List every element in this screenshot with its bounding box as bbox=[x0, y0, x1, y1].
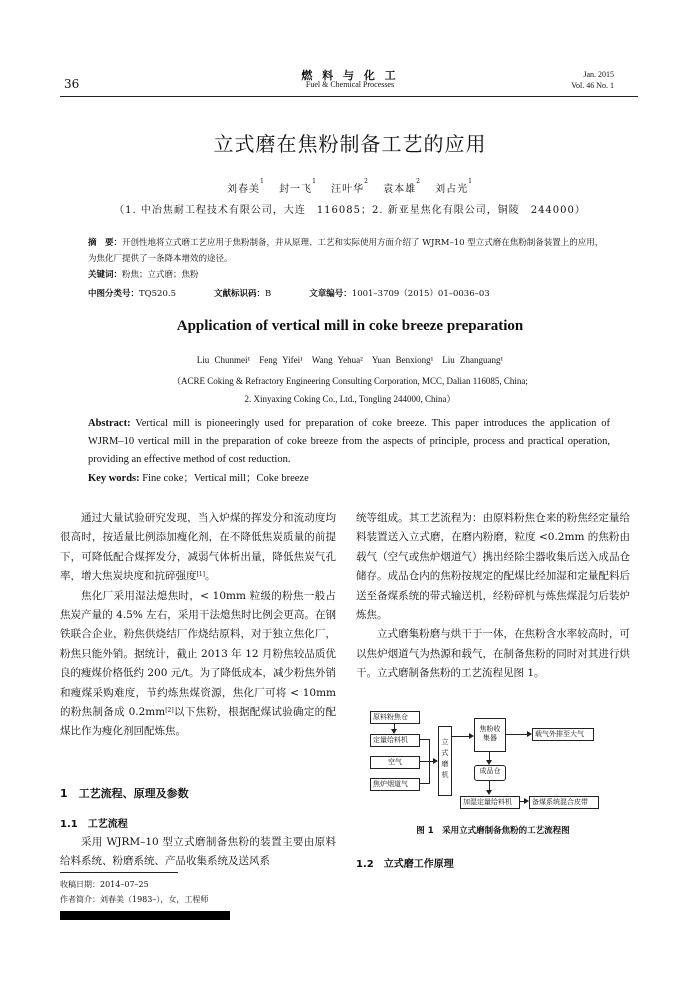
air-box: 空气 bbox=[370, 756, 420, 769]
footnote-received: 收稿日期：2014–07–25 bbox=[60, 880, 149, 889]
doc-code-value: B bbox=[265, 289, 272, 299]
flow-line bbox=[420, 761, 429, 762]
keywords-cn bbox=[88, 267, 608, 283]
clc-label: 中图分类号： bbox=[88, 289, 140, 299]
citation: [2] bbox=[165, 707, 174, 715]
black-bar bbox=[60, 911, 230, 920]
header-rule bbox=[60, 96, 638, 97]
author-name: 袁本雄 bbox=[383, 184, 417, 195]
flow-line bbox=[420, 783, 429, 784]
body-right-column bbox=[356, 509, 630, 684]
paragraph-text: 焦化厂采用湿法熄焦时，< 10mm 粒级的粉焦一般占焦炭产量的 4.5% 左右，采用干法熄焦时比例会更高。在钢铁联合企业，粉焦供烧结厂作烧结原料，对于独立焦化厂，粉焦只能外销。据统计，截止 2013 年 12 月粉焦较品质优良的瘦煤价格低约 200 元/t。为了降低成本，减少粉焦外销和瘦煤采购难度，节约炼焦煤资源，焦化厂可将 < 10mm 的粉焦制备成 0.2mm bbox=[60, 589, 336, 719]
raw-bin-box: 原料粉焦仓 bbox=[370, 711, 420, 724]
keywords-en-text: Fine coke；Vertical mill；Coke breeze bbox=[139, 473, 309, 484]
conveyor-box: 备煤系统混合皮带 bbox=[529, 796, 599, 809]
authors-en: Liu Chunmei¹ Feng Yifei¹ Wang Yehua² Yuan Benxiong¹ Liu Zhanguang¹ bbox=[196, 355, 504, 365]
flow-line bbox=[420, 739, 429, 740]
figure-caption: 图 1 采用立式磨制备焦粉的工艺流程图 bbox=[416, 826, 570, 836]
clc-value: TQ520.5 bbox=[139, 289, 176, 299]
footnote-author: 作者简介：刘春美（1983–），女，工程师 bbox=[60, 895, 209, 904]
page-number: 36 bbox=[64, 77, 80, 91]
feeder-box: 定量给料机 bbox=[370, 734, 420, 747]
paragraph-text: 通过大量试验研究发现，当入炉煤的挥发分和流动度均很高时，按适量比例添加瘦化剂，在不降低焦炭质量的前提下，可降低配合煤挥发分，减弱气体析出量，降低焦炭气孔率，增大焦炭块度和抗碎强度 bbox=[60, 512, 336, 583]
section-1-1-text bbox=[60, 833, 336, 872]
exhaust-box: 载气外排至大气 bbox=[532, 728, 594, 741]
paragraph-text: 以下焦粉，根据配煤试验确定的配煤比作为瘦化剂回配炼焦。 bbox=[60, 706, 337, 738]
mill-box: 立式磨机 bbox=[438, 726, 452, 796]
paragraph: 立式磨集粉磨与烘干于一体，在焦粉含水率较高时，可以焦炉烟道气为热源和载气，在制备焦粉的同时对其进行烘干。立式磨制备焦粉的工艺流程见图 1。 bbox=[356, 628, 630, 680]
abstract-cn-label: 摘 要： bbox=[88, 238, 123, 248]
journal-title-cn: 燃 料 与 化 工 bbox=[301, 69, 399, 82]
section-heading-1-2: 1.2 立式磨工作原理 bbox=[356, 859, 454, 870]
article-no-label: 文章编号： bbox=[309, 289, 352, 299]
keywords-cn-text: 粉焦；立式磨；焦粉 bbox=[122, 270, 199, 280]
paragraph: 采用 WJRM–10 型立式磨制备焦粉的装置主要由原料给料系统、粉磨系统、产品收集系统及送风系 bbox=[60, 836, 336, 868]
author-name: 封一飞 bbox=[279, 184, 313, 195]
abstract-en-label: Abstract: bbox=[88, 418, 131, 429]
citation: [1] bbox=[196, 571, 205, 579]
journal-title-en: Fuel & Chemical Processes bbox=[305, 80, 395, 89]
abstract-cn-text: 开创性地将立式磨工艺应用于焦粉制备，并从原理、工艺和实际使用方面介绍了 WJRM–10 型立式磨在焦粉制备装置上的应用，为焦化厂提供了一条降本增效的途径。 bbox=[88, 238, 604, 264]
authors-cn bbox=[0, 180, 700, 195]
affiliation-en-line2: 2. Xinyaxing Coking Co., Ltd., Tongling 244000, China） bbox=[244, 394, 456, 404]
keywords-en-label: Key words: bbox=[88, 473, 140, 484]
product-bin-box: 成品仓 bbox=[474, 765, 506, 781]
paragraph bbox=[60, 587, 336, 742]
paragraph-text: 。 bbox=[205, 570, 216, 583]
article-no-value: 1001–3709（2015）01–0036–03 bbox=[351, 289, 490, 299]
flue-gas-box: 焦炉烟道气 bbox=[370, 778, 420, 791]
author-name: 刘占光 bbox=[435, 184, 469, 195]
affiliation-en-line1: （ACRE Coking & Refractory Engineering Consulting Corporation, MCC, Dalian 116085, China; bbox=[172, 376, 528, 386]
article-title-cn: 立式磨在焦粉制备工艺的应用 bbox=[213, 132, 487, 156]
issue-volume: Vol. 46 No. 1 bbox=[571, 81, 614, 90]
footnote-rule bbox=[60, 872, 178, 873]
author-affil-mark: 2 bbox=[416, 178, 421, 185]
humid-feeder-box: 加湿定量给料机 bbox=[460, 796, 520, 809]
affiliation-cn: （1. 中冶焦耐工程技术有限公司，大连 116085；2. 新亚星焦化有限公司，铜陵 244000） bbox=[114, 205, 586, 216]
author-affil-mark: 1 bbox=[260, 178, 265, 185]
section-heading-1-1: 1.1 工艺流程 bbox=[60, 819, 128, 830]
paragraph: 统等组成。其工艺流程为：由原料粉焦仓来的粉焦经定量给料装置送入立式磨，在磨内粉磨，粒度 <0.2mm 的焦粉由载气（空气或焦炉烟道气）携出经除尘器收集后送入成品仓储存。成品仓内的焦粉按规定的配煤比经加湿和定量配料后送至备煤系统的带式输送机，经粉碎机与炼焦煤混匀后装炉炼焦。 bbox=[356, 512, 630, 622]
author-name: 刘春美 bbox=[227, 184, 261, 195]
section-heading-1: 1 工艺流程、原理及参数 bbox=[60, 787, 189, 800]
author-affil-mark: 2 bbox=[364, 178, 369, 185]
abstract-cn bbox=[88, 235, 608, 267]
abstract-en-text: Vertical mill is pioneeringly used for preparation of coke breeze. This paper introduces the application of WJRM–10 vertical mill in the preparation of coke breeze from the aspects of principle, process and practical operation, providing an effective method of cost reduction. bbox=[88, 418, 610, 465]
author-affil-mark: 1 bbox=[468, 178, 473, 185]
flow-line bbox=[506, 734, 528, 735]
author-affil-mark: 1 bbox=[312, 178, 317, 185]
author-name: 汪叶华 bbox=[331, 184, 365, 195]
doc-code-label: 文献标识码： bbox=[214, 289, 266, 299]
abstract-en bbox=[88, 415, 610, 469]
flow-line bbox=[452, 736, 470, 737]
body-left-column bbox=[60, 509, 336, 742]
paragraph bbox=[60, 509, 336, 587]
arrow bbox=[486, 790, 492, 795]
keywords-en bbox=[88, 470, 610, 485]
classification-line bbox=[88, 287, 608, 299]
issue-date: Jan. 2015 bbox=[583, 70, 614, 79]
collector-box: 焦粉收集器 bbox=[474, 718, 506, 752]
process-flow-figure bbox=[370, 708, 620, 813]
keywords-cn-label: 关键词： bbox=[88, 270, 123, 280]
article-title-en: Application of vertical mill in coke breeze preparation bbox=[176, 318, 524, 334]
